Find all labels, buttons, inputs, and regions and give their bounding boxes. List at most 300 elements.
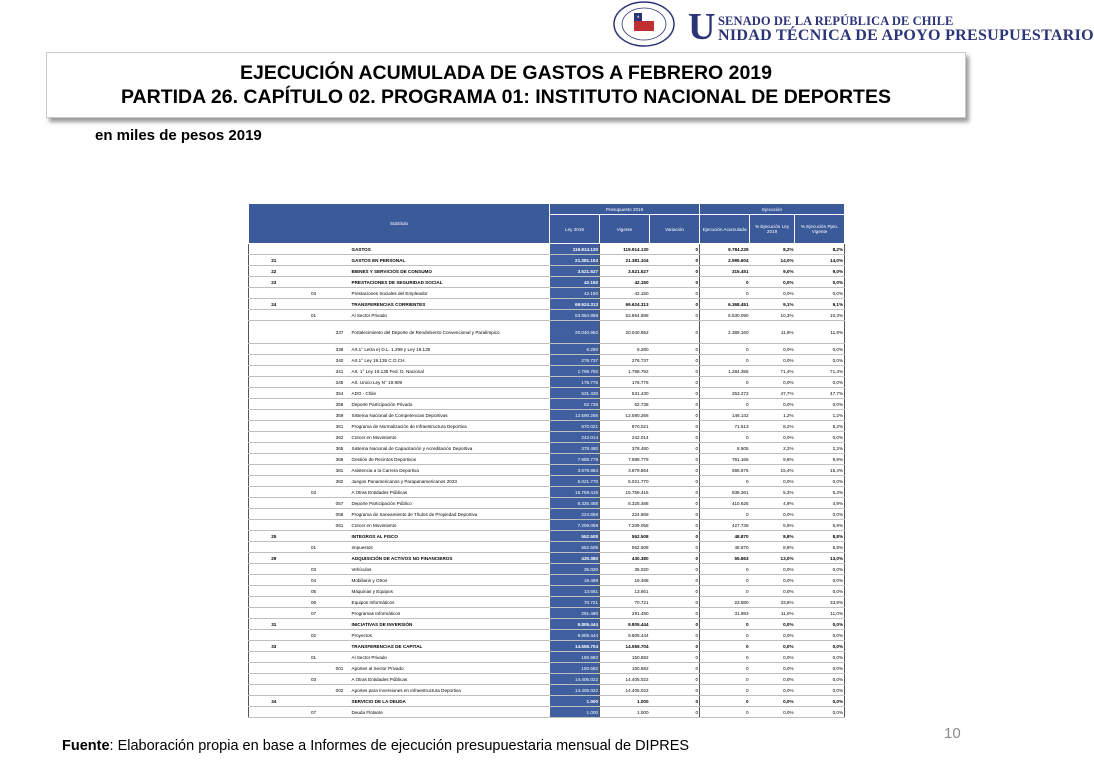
row-ejecucion: 410.625 <box>700 498 750 509</box>
row-item <box>299 553 329 564</box>
row-pct-ley: 0,0% <box>750 432 795 443</box>
row-vigente: 62.738 <box>600 399 650 410</box>
row-pct-vigente: 0,0% <box>795 696 845 707</box>
row-pct-vigente: 0,0% <box>795 377 845 388</box>
table-row <box>249 454 845 465</box>
row-pct-vigente: 0,0% <box>795 476 845 487</box>
table-row <box>249 630 845 641</box>
row-pct-vigente: 4,9% <box>795 498 845 509</box>
row-ley: 69.624.313 <box>550 299 600 310</box>
row-ley: 42.150 <box>550 288 600 299</box>
row-vigente: 42.150 <box>600 277 650 288</box>
header-variacion: Variación <box>650 215 700 244</box>
row-pct-ley: 0,0% <box>750 652 795 663</box>
row-asignacion: 362 <box>329 432 351 443</box>
row-pct-ley: 11,9% <box>750 321 795 344</box>
row-subtitulo <box>249 608 299 619</box>
row-asignacion: 002 <box>329 685 351 696</box>
row-variacion: 0 <box>650 487 700 498</box>
row-ley: 224.869 <box>550 509 600 520</box>
row-vigente: 6.280 <box>600 344 650 355</box>
row-item <box>299 432 329 443</box>
row-ley: 1.000 <box>550 696 600 707</box>
source-text: : Elaboración propia en base a Informes de ejecución presupuestaria mensual de DIPRES <box>109 738 690 754</box>
row-ejecucion: 23.880 <box>700 597 750 608</box>
table-row <box>249 674 845 685</box>
row-ley: 119.914.130 <box>550 244 600 255</box>
row-item <box>299 321 329 344</box>
row-ejecucion: 0 <box>700 696 750 707</box>
row-description: ADO - Chile <box>351 388 550 399</box>
row-ejecucion: 5.530.090 <box>700 310 750 321</box>
table-row <box>249 696 845 707</box>
source-note <box>62 738 689 754</box>
row-vigente: 15.759.415 <box>600 487 650 498</box>
row-variacion: 0 <box>650 310 700 321</box>
page-subtitle: PARTIDA 26. CAPÍTULO 02. PROGRAMA 01: INSTITUTO NACIONAL DE DEPORTES <box>121 86 891 108</box>
row-subtitulo <box>249 366 299 377</box>
row-subtitulo: 22 <box>249 266 299 277</box>
row-variacion: 0 <box>650 399 700 410</box>
row-item: 03 <box>299 487 329 498</box>
row-pct-vigente: 0,0% <box>795 663 845 674</box>
row-ejecucion: 48.870 <box>700 542 750 553</box>
row-ley: 150.682 <box>550 663 600 674</box>
row-subtitulo <box>249 432 299 443</box>
row-subtitulo <box>249 520 299 531</box>
table-row <box>249 255 845 266</box>
row-vigente: 552.508 <box>600 531 650 542</box>
row-asignacion: 341 <box>329 366 351 377</box>
row-subtitulo: 25 <box>249 531 299 542</box>
row-description: TRANSFERENCIAS CORRIENTES <box>351 299 550 310</box>
row-asignacion <box>329 630 351 641</box>
row-item <box>299 355 329 366</box>
row-pct-ley: 9,8% <box>750 454 795 465</box>
row-ejecucion: 595.876 <box>700 465 750 476</box>
row-pct-ley: 0,0% <box>750 641 795 652</box>
row-pct-ley: 8,8% <box>750 531 795 542</box>
row-ley: 5.021.770 <box>550 476 600 487</box>
row-pct-vigente: 8,2% <box>795 244 845 255</box>
table-body <box>249 244 845 718</box>
row-asignacion: 361 <box>329 421 351 432</box>
row-ley: 53.864.898 <box>550 310 600 321</box>
row-subtitulo <box>249 388 299 399</box>
row-asignacion <box>329 255 351 266</box>
row-pct-ley: 8,8% <box>750 542 795 553</box>
row-ejecucion: 31.983 <box>700 608 750 619</box>
row-variacion: 0 <box>650 520 700 531</box>
row-asignacion <box>329 696 351 707</box>
row-pct-ley: 0,0% <box>750 476 795 487</box>
row-ley: 7.209.058 <box>550 520 600 531</box>
row-variacion: 0 <box>650 443 700 454</box>
row-asignacion: 359 <box>329 410 351 421</box>
row-vigente: 53.864.898 <box>600 310 650 321</box>
row-variacion: 0 <box>650 575 700 586</box>
row-pct-vigente: 0,0% <box>795 432 845 443</box>
row-pct-ley: 0,0% <box>750 288 795 299</box>
row-variacion: 0 <box>650 266 700 277</box>
row-asignacion <box>329 299 351 310</box>
table-row <box>249 608 845 619</box>
row-pct-ley: 5,9% <box>750 520 795 531</box>
row-ejecucion: 0 <box>700 685 750 696</box>
source-label: Fuente <box>62 738 110 754</box>
row-description: Programa de Saneamiento de Títulos de Propiedad Deportiva <box>351 509 550 520</box>
row-ejecucion: 0 <box>700 277 750 288</box>
row-item <box>299 619 329 630</box>
row-variacion: 0 <box>650 498 700 509</box>
table-row <box>249 410 845 421</box>
row-asignacion: 382 <box>329 476 351 487</box>
row-subtitulo <box>249 575 299 586</box>
row-description: SERVICIO DE LA DEUDA <box>351 696 550 707</box>
row-description: Al Sector Privado <box>351 310 550 321</box>
row-subtitulo: 33 <box>249 641 299 652</box>
table-row <box>249 619 845 630</box>
row-item <box>299 344 329 355</box>
row-description: Crecer en Movimiento <box>351 520 550 531</box>
row-description: Al Sector Privado <box>351 652 550 663</box>
row-subtitulo <box>249 652 299 663</box>
row-asignacion: 365 <box>329 443 351 454</box>
row-subtitulo: 31 <box>249 619 299 630</box>
row-description: BIENES Y SERVICIOS DE CONSUMO <box>351 266 550 277</box>
row-description: Aportes al Sector Privado <box>351 663 550 674</box>
row-subtitulo <box>249 344 299 355</box>
row-pct-vigente: 15,4% <box>795 465 845 476</box>
row-ley: 12.590.266 <box>550 410 600 421</box>
row-pct-ley: 2,2% <box>750 443 795 454</box>
row-pct-ley: 0,0% <box>750 564 795 575</box>
row-ejecucion: 71.613 <box>700 421 750 432</box>
row-subtitulo <box>249 487 299 498</box>
row-item: 03 <box>299 564 329 575</box>
row-pct-vigente: 9,8% <box>795 454 845 465</box>
row-vigente: 9.805.444 <box>600 619 650 630</box>
row-ley: 7.988.779 <box>550 454 600 465</box>
row-subtitulo <box>249 421 299 432</box>
row-asignacion: 381 <box>329 465 351 476</box>
row-description: Art.1° Ley 19.135 C.O.CH. <box>351 355 550 366</box>
table-row <box>249 520 845 531</box>
row-subtitulo <box>249 310 299 321</box>
row-subtitulo <box>249 707 299 718</box>
row-pct-ley: 0,0% <box>750 575 795 586</box>
row-asignacion <box>329 542 351 553</box>
row-description: ADQUISICIÓN DE ACTIVOS NO FINANCIEROS <box>351 553 550 564</box>
row-vigente: 5.021.770 <box>600 476 650 487</box>
row-description: Máquinas y Equipos <box>351 586 550 597</box>
row-ejecucion: 8.505 <box>700 443 750 454</box>
table-row <box>249 355 845 366</box>
row-item: 06 <box>299 597 329 608</box>
row-ley: 242.014 <box>550 432 600 443</box>
row-variacion: 0 <box>650 344 700 355</box>
row-variacion: 0 <box>650 421 700 432</box>
row-vigente: 1.798.792 <box>600 366 650 377</box>
row-pct-vigente: 8,8% <box>795 542 845 553</box>
row-item <box>299 410 329 421</box>
row-pct-vigente: 0,0% <box>795 586 845 597</box>
table-row <box>249 542 845 553</box>
row-variacion: 0 <box>650 630 700 641</box>
row-description: Deporte Participación Privado <box>351 399 550 410</box>
row-ley: 35.020 <box>550 564 600 575</box>
row-ley: 70.721 <box>550 597 600 608</box>
units-label: en miles de pesos 2019 <box>95 127 262 144</box>
row-item: 01 <box>299 652 329 663</box>
row-item <box>299 685 329 696</box>
row-variacion: 0 <box>650 641 700 652</box>
row-vigente: 430.380 <box>600 553 650 564</box>
table-row <box>249 564 845 575</box>
row-item <box>299 520 329 531</box>
header-bar <box>0 0 1094 48</box>
table-row <box>249 465 845 476</box>
row-item <box>299 277 329 288</box>
row-subtitulo <box>249 399 299 410</box>
table-row <box>249 366 845 377</box>
row-pct-ley: 71,4% <box>750 366 795 377</box>
row-pct-ley: 8,2% <box>750 244 795 255</box>
row-vigente: 552.508 <box>600 542 650 553</box>
row-ejecucion: 0 <box>700 707 750 718</box>
row-description: Prestaciones Sociales del Empleador <box>351 288 550 299</box>
row-subtitulo <box>249 630 299 641</box>
row-pct-vigente: 0,0% <box>795 288 845 299</box>
row-vigente: 35.020 <box>600 564 650 575</box>
row-item <box>299 465 329 476</box>
row-ley: 276.737 <box>550 355 600 366</box>
row-vigente: 70.721 <box>600 597 650 608</box>
header-ley: Ley 2019 <box>550 215 600 244</box>
row-pct-vigente: 0,0% <box>795 277 845 288</box>
row-ley: 150.682 <box>550 652 600 663</box>
row-ley: 15.759.415 <box>550 487 600 498</box>
row-variacion: 0 <box>650 465 700 476</box>
row-asignacion <box>329 641 351 652</box>
row-variacion: 0 <box>650 355 700 366</box>
row-subtitulo <box>249 288 299 299</box>
row-vigente: 1.000 <box>600 707 650 718</box>
row-subtitulo <box>249 498 299 509</box>
row-ley: 21.381.104 <box>550 255 600 266</box>
table-row <box>249 244 845 255</box>
row-asignacion: 345 <box>329 377 351 388</box>
row-asignacion <box>329 564 351 575</box>
table-row <box>249 344 845 355</box>
row-item <box>299 244 329 255</box>
row-pct-vigente: 11,0% <box>795 608 845 619</box>
row-pct-ley: 13,0% <box>750 553 795 564</box>
row-ejecucion: 253.273 <box>700 388 750 399</box>
row-ejecucion: 0 <box>700 344 750 355</box>
row-ejecucion: 0 <box>700 399 750 410</box>
row-ley: 552.508 <box>550 542 600 553</box>
row-pct-ley: 11,0% <box>750 608 795 619</box>
row-description: Crecer en Movimiento <box>351 432 550 443</box>
row-ley: 14.555.704 <box>550 641 600 652</box>
row-ejecucion: 2.995.604 <box>700 255 750 266</box>
table-row <box>249 685 845 696</box>
row-vigente: 291.490 <box>600 608 650 619</box>
row-pct-ley: 15,4% <box>750 465 795 476</box>
row-subtitulo <box>249 355 299 366</box>
row-subtitulo <box>249 542 299 553</box>
row-vigente: 14.555.704 <box>600 641 650 652</box>
row-vigente: 531.430 <box>600 388 650 399</box>
row-ley: 9.805.444 <box>550 630 600 641</box>
row-description: Programa de Normalización de Infraestructura Deportiva <box>351 421 550 432</box>
row-ley: 291.490 <box>550 608 600 619</box>
row-asignacion: 061 <box>329 520 351 531</box>
row-asignacion <box>329 288 351 299</box>
row-ejecucion: 146.142 <box>700 410 750 421</box>
row-pct-vigente: 9,1% <box>795 299 845 310</box>
row-variacion: 0 <box>650 586 700 597</box>
row-pct-ley: 47,7% <box>750 388 795 399</box>
table-row <box>249 553 845 564</box>
row-pct-vigente: 47,7% <box>795 388 845 399</box>
row-pct-vigente: 0,0% <box>795 641 845 652</box>
row-subtitulo <box>249 244 299 255</box>
row-pct-vigente: 0,0% <box>795 619 845 630</box>
table-row <box>249 586 845 597</box>
row-variacion: 0 <box>650 255 700 266</box>
row-item <box>299 377 329 388</box>
table-row <box>249 388 845 399</box>
row-vigente: 7.988.779 <box>600 454 650 465</box>
row-ejecucion: 0 <box>700 663 750 674</box>
row-item <box>299 255 329 266</box>
row-ley: 8.325.488 <box>550 498 600 509</box>
row-ley: 3.879.864 <box>550 465 600 476</box>
row-ley: 176.775 <box>550 377 600 388</box>
row-pct-ley: 0,0% <box>750 344 795 355</box>
row-asignacion <box>329 310 351 321</box>
row-asignacion: 368 <box>329 454 351 465</box>
row-vigente: 870.021 <box>600 421 650 432</box>
row-subtitulo <box>249 564 299 575</box>
row-vigente: 378.480 <box>600 443 650 454</box>
row-ejecucion: 0 <box>700 476 750 487</box>
row-asignacion: 338 <box>329 344 351 355</box>
row-ley: 42.150 <box>550 277 600 288</box>
row-subtitulo <box>249 377 299 388</box>
row-variacion: 0 <box>650 288 700 299</box>
table-row <box>249 299 845 310</box>
row-ejecucion: 0 <box>700 288 750 299</box>
row-description: Sistema Nacional de Competencias Deportivas <box>351 410 550 421</box>
row-item <box>299 388 329 399</box>
row-subtitulo <box>249 443 299 454</box>
row-pct-vigente: 0,0% <box>795 652 845 663</box>
row-pct-vigente: 0,0% <box>795 707 845 718</box>
row-variacion: 0 <box>650 564 700 575</box>
row-asignacion: 354 <box>329 388 351 399</box>
row-ejecucion: 0 <box>700 564 750 575</box>
row-pct-ley: 33,8% <box>750 597 795 608</box>
table-row <box>249 399 845 410</box>
row-description: Deuda Flotante <box>351 707 550 718</box>
row-pct-ley: 0,0% <box>750 586 795 597</box>
table-row <box>249 432 845 443</box>
row-asignacion <box>329 619 351 630</box>
row-pct-ley: 0,0% <box>750 707 795 718</box>
row-subtitulo: 21 <box>249 255 299 266</box>
row-vigente: 176.775 <box>600 377 650 388</box>
row-ejecucion: 6.368.451 <box>700 299 750 310</box>
row-variacion: 0 <box>650 366 700 377</box>
row-variacion: 0 <box>650 476 700 487</box>
row-ley: 531.430 <box>550 388 600 399</box>
row-ejecucion: 0 <box>700 674 750 685</box>
row-item <box>299 399 329 410</box>
row-subtitulo: 29 <box>249 553 299 564</box>
row-description: Deporte Participación Público <box>351 498 550 509</box>
row-ejecucion: 838.361 <box>700 487 750 498</box>
row-item <box>299 498 329 509</box>
row-pct-vigente: 13,0% <box>795 553 845 564</box>
row-pct-vigente: 0,0% <box>795 674 845 685</box>
row-variacion: 0 <box>650 685 700 696</box>
row-variacion: 0 <box>650 531 700 542</box>
row-pct-ley: 0,0% <box>750 674 795 685</box>
row-pct-vigente: 14,0% <box>795 255 845 266</box>
row-pct-vigente: 9,0% <box>795 266 845 277</box>
row-pct-ley: 0,0% <box>750 663 795 674</box>
row-variacion: 0 <box>650 652 700 663</box>
row-pct-vigente: 1,2% <box>795 410 845 421</box>
row-ley: 9.805.444 <box>550 619 600 630</box>
row-variacion: 0 <box>650 432 700 443</box>
row-variacion: 0 <box>650 277 700 288</box>
row-subtitulo <box>249 674 299 685</box>
row-asignacion <box>329 531 351 542</box>
brand-line-unit: NIDAD TÉCNICA DE APOYO PRESUPUESTARIO <box>718 27 1094 44</box>
row-item: 03 <box>299 674 329 685</box>
row-pct-ley: 9,0% <box>750 266 795 277</box>
row-pct-vigente: 71,4% <box>795 366 845 377</box>
row-pct-ley: 5,3% <box>750 487 795 498</box>
row-pct-ley: 0,0% <box>750 696 795 707</box>
row-variacion: 0 <box>650 553 700 564</box>
row-variacion: 0 <box>650 707 700 718</box>
row-subtitulo <box>249 597 299 608</box>
row-ejecucion: 0 <box>700 652 750 663</box>
table-row <box>249 443 845 454</box>
table-row <box>249 310 845 321</box>
row-description: Art.1° Letra e) D.L. 1.298 y Ley 19.135 <box>351 344 550 355</box>
row-pct-vigente: 8,8% <box>795 531 845 542</box>
table-row <box>249 641 845 652</box>
row-asignacion <box>329 586 351 597</box>
row-description: Programas Informáticos <box>351 608 550 619</box>
table-row <box>249 509 845 520</box>
page-title: EJECUCIÓN ACUMULADA DE GASTOS A FEBRERO 2019 <box>240 62 772 84</box>
row-pct-ley: 8,2% <box>750 421 795 432</box>
row-description: Fortalecimiento del Deporte de Rendimiento Convencional y Paralímpico <box>351 321 550 344</box>
table-row <box>249 652 845 663</box>
row-pct-ley: 0,0% <box>750 377 795 388</box>
row-pct-ley: 14,0% <box>750 255 795 266</box>
row-variacion: 0 <box>650 619 700 630</box>
row-pct-ley: 0,0% <box>750 355 795 366</box>
row-item <box>299 299 329 310</box>
